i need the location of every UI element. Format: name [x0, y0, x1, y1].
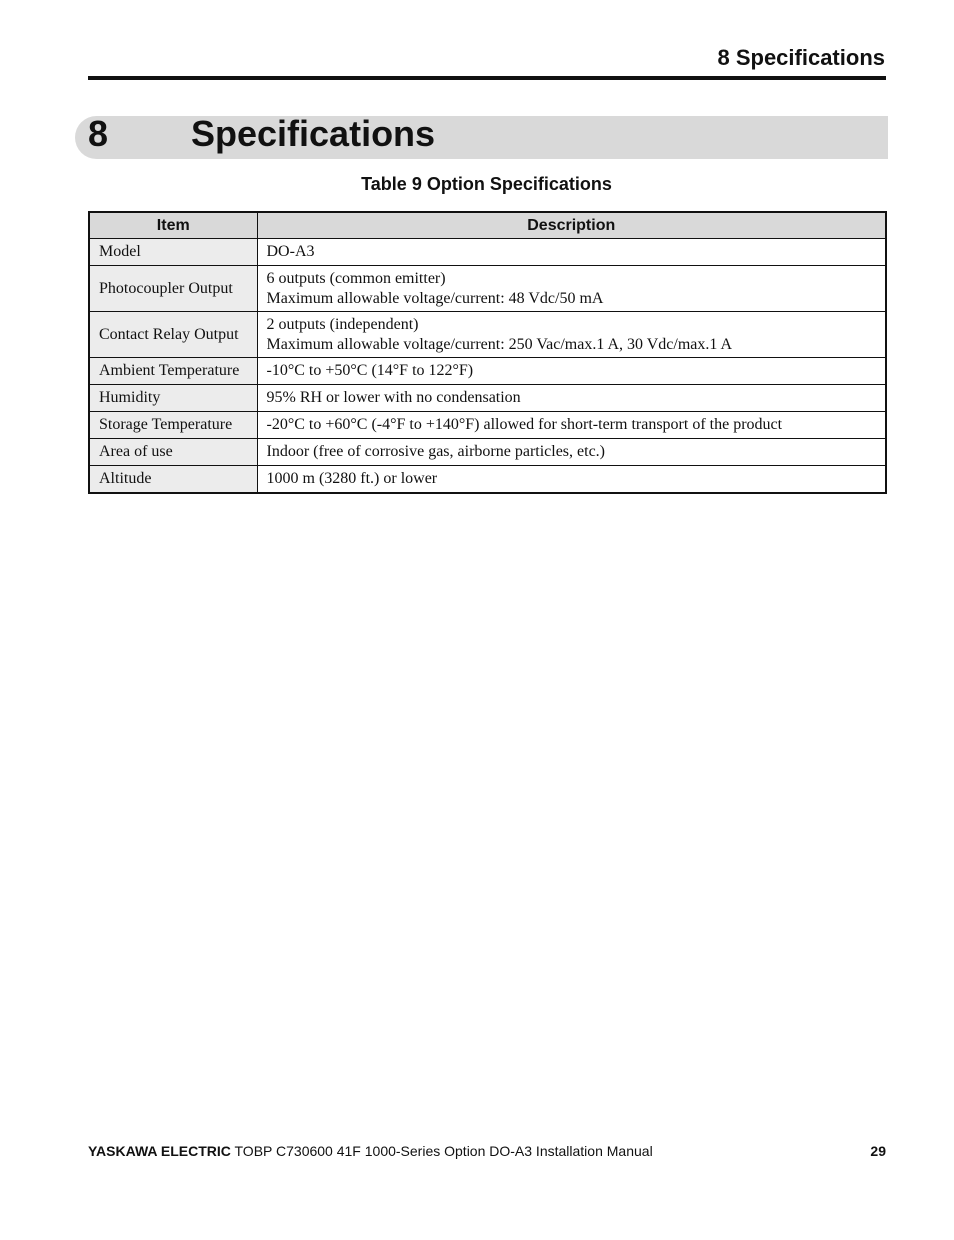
table-row [89, 266, 886, 312]
table-caption: Table 9 Option Specifications [361, 174, 612, 194]
description-line: 2 outputs (independent) [266, 316, 419, 333]
header-rule [88, 76, 886, 80]
table-row [89, 439, 886, 466]
description-cell [257, 385, 886, 412]
description-line: 6 outputs (common emitter) [266, 270, 446, 287]
description-cell [257, 312, 886, 358]
item-cell: Model [89, 239, 257, 266]
description-cell [257, 266, 886, 312]
section-number: 8 [88, 113, 109, 154]
description-line: 1000 m (3280 ft.) or lower [266, 470, 438, 488]
item-cell: Storage Temperature [89, 412, 257, 439]
item-cell: Humidity [89, 385, 257, 412]
description-line: Maximum allowable voltage/current: 48 Vdc/50 mA [266, 289, 604, 307]
table-row [89, 385, 886, 412]
table-row [89, 466, 886, 494]
description-cell [257, 358, 886, 385]
table-row [89, 412, 886, 439]
footer-brand: YASKAWA ELECTRIC [88, 1143, 231, 1159]
page-number: 29 [870, 1143, 886, 1159]
table-row [89, 312, 886, 358]
description-line: Maximum allowable voltage/current: 250 Vac/max.1 A, 30 Vdc/max.1 A [266, 335, 733, 353]
description-line: 95% RH or lower with no condensation [266, 389, 521, 407]
description-cell [257, 466, 886, 494]
description-line: -10°C to +50°C (14°F to 122°F) [266, 362, 474, 380]
footer [88, 1142, 653, 1160]
description-line: DO-A3 [266, 243, 315, 261]
description-line: Indoor (free of corrosive gas, airborne particles, etc.) [266, 443, 606, 461]
description-cell [257, 439, 886, 466]
item-cell: Contact Relay Output [89, 312, 257, 358]
table-row [89, 239, 886, 266]
item-cell: Ambient Temperature [89, 358, 257, 385]
description-line: -20°C to +60°C (-4°F to +140°F) allowed for short-term transport of the product [266, 416, 783, 434]
item-cell: Altitude [89, 466, 257, 494]
description-cell [257, 412, 886, 439]
column-header-item: Item [89, 212, 257, 239]
footer-document-title: TOBP C730600 41F 1000-Series Option DO-A3 Installation Manual [230, 1143, 653, 1159]
column-header-description: Description [257, 212, 886, 239]
item-cell: Photocoupler Output [89, 266, 257, 312]
item-cell: Area of use [89, 439, 257, 466]
running-header: 8 Specifications [717, 45, 885, 70]
table-row [89, 358, 886, 385]
table-header-row [89, 212, 886, 239]
section-title: Specifications [191, 113, 436, 154]
description-cell [257, 239, 886, 266]
option-specifications-table [88, 211, 887, 494]
